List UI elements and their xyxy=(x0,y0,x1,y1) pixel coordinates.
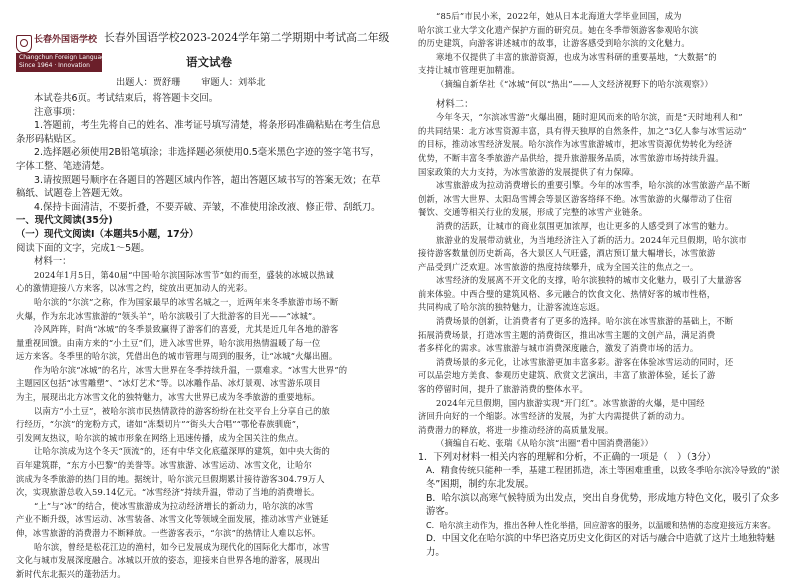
passage-line: 今年冬天，“尔滨冰雪游”火爆出圈，随时迎风而来的哈尔滨，而是“天时地利人和” xyxy=(436,112,743,123)
passage-line: 消费场景的创新，让消费者有了更多的选择。哈尔滨在冰雪旅游的基础上，不断 xyxy=(436,316,734,327)
passage-line: 哈尔滨，曾经是松花江边的渔村，如今已发展成为现代化的国际化大都市，冰雪 xyxy=(34,541,330,552)
section-heading: 一、现代文阅读(35分) xyxy=(16,215,113,227)
left-body xyxy=(16,92,382,581)
setter: 出题人：贾舒珊 xyxy=(116,77,181,88)
passage-line: 可以品尝地方美食、参观历史建筑、欣赏文艺演出，丰富了旅游体验，延长了游 xyxy=(418,370,716,381)
question-option: B．哈尔滨以高寒气候特质为出发点，突出自身优势，形成地方特色文化，吸引了众多 xyxy=(426,492,780,504)
material-label: 材料二： xyxy=(436,98,474,110)
instruction-line: 条形码粘贴区。 xyxy=(16,133,82,145)
instruction-line: 字体工整、笔迹清楚。 xyxy=(16,160,110,172)
instruction-line: 稿纸、试题卷上答题无效。 xyxy=(16,188,129,200)
passage-line: 济回升向好的一个缩影。冰雪经济的发展，为扩大内需提供了新的动力。 xyxy=(418,411,690,422)
passage-line: 冷风阵阵，时尚“冰城”的冬季景致赢得了游客们的喜爱，尤其是近几年各地的游客 xyxy=(34,324,339,335)
passage-line: 心的激情迎接八方来客，以冰雪之约，绽放出更加动人的光彩。 xyxy=(16,283,253,294)
passage-line: 文化与城市发展深度融合。冰城以开放的姿态，迎接来自世界各地的游客，展现出 xyxy=(16,555,321,566)
passage-line: 主题园区包括“冰雪雕塑”、“冰灯艺术”等。以冰雕作品、冰灯景观、冰雪游乐项目 xyxy=(16,378,321,389)
passage-line: 寒地不仅提供了丰富的旅游资源，也成为冰雪科研的重要基地，“大数据”的 xyxy=(436,51,717,62)
school-logo xyxy=(16,30,134,74)
passage-line: 拓展消费场景，打造冰雪主题的消费街区，推出冰雪主题的文创产品，满足消费 xyxy=(418,329,716,340)
passage-line: 火爆，作为东北冰雪旅游的“领头羊”，哈尔滨吸引了大批游客的目光——“冰城”。 xyxy=(16,310,321,321)
logo-school-name: 长春外国语学校 xyxy=(34,35,98,45)
passage-line: 产业不断升级，冰雪运动、冰雪装备、冰雪文化等领域全面发展，推动冰雪产业链延 xyxy=(16,514,329,525)
passage-line: 消费的活跃，让城市的商业氛围更加浓厚，也让更多的人感受到了冰雪的魅力。 xyxy=(436,220,734,231)
passage-line: 引发网友热议，哈尔滨的城市形象在网络上迅速传播，成为全国关注的焦点。 xyxy=(16,432,304,443)
logo-band-line: Since 1964 · Innovation xyxy=(19,62,90,69)
passage-line: 的目标，推动冰雪经济发展。哈尔滨作为冰雪旅游城市，把冰雪资源优势转化为经济 xyxy=(418,139,733,150)
passage-line: 哈尔滨的“尔滨”之称，作为国家最早的冰雪名城之一，近两年来冬季旅游市场不断 xyxy=(34,296,339,307)
question-option: A．精食传统只能种一季，基建工程团抓造，冻土等困难重重，以致冬季哈尔滨冷导致的“淤 xyxy=(426,465,780,476)
exam-subtitle: 语文试卷 xyxy=(186,55,232,69)
question-option: 力。 xyxy=(426,547,445,559)
passage-line: 冰雪旅游成为拉动消费增长的重要引擎。今年的冰雪季，哈尔滨的冰雪旅游产品不断 xyxy=(436,180,751,191)
passage-line: 者多样化的需求。冰雪旅游与城市消费深度融合，激发了消费市场的活力。 xyxy=(418,343,699,354)
passage-line: “上”与“冰”的结合，使冰雪旅游成为拉动经济增长的新动力，哈尔滨的冰雪 xyxy=(34,500,314,511)
passage-line: 国家政策的大力支持，为冰雪旅游的发展提供了有力保障。 xyxy=(418,166,639,177)
exam-title: 长春外国语学校2023-2024学年第二学期期中考试高二年级 xyxy=(104,31,390,44)
passage-line: 哈尔滨工业大学文化遗产保护方面的研究员。她在冬季带领游客参观哈尔滨 xyxy=(418,24,699,35)
question-1 xyxy=(418,451,780,560)
source-citation: （摘编自石屹、张瑞《从哈尔滨“出圈”看中国消费潜能》） xyxy=(436,438,654,449)
passage-line: 冰雪经济的发展离不开文化的支撑，哈尔滨独特的城市文化魅力，吸引了大量游客 xyxy=(436,275,742,286)
passage-line: 消费场景的多元化，让冰雪旅游更加丰富多彩。游客在体验冰雪运动的同时，还 xyxy=(436,356,734,367)
passage-line: 客的停留时间，提升了旅游消费的整体水平。 xyxy=(418,384,588,395)
exam-authors xyxy=(116,74,284,88)
passage-material-1-continued xyxy=(418,10,780,92)
passage-line: 共同构成了哈尔滨的独特魅力，让游客流连忘返。 xyxy=(418,302,605,313)
passage-line: 创新，冰雪大世界、太阳岛雪博会等景区游客络绎不绝。冰雪旅游的火爆带动了住宿 xyxy=(418,193,733,204)
passage-line: 接待游客数量创历史新高，各大景区人气旺盛，酒店预订量大幅增长，冰雪旅游 xyxy=(418,248,716,259)
school-crest-icon xyxy=(16,35,32,53)
passage-line: 2024年1月5日，第40届“中国·哈尔滨国际冰雪节”如约而至，盛装的冰城以热诚 xyxy=(34,269,334,280)
instruction-line: 2.选择题必须使用2B铅笔填涂；非选择题必须使用0.5毫米黑色字迹的签字笔书写， xyxy=(34,147,380,159)
passage-material-1 xyxy=(16,269,382,581)
instruction-line: 本试卷共6页。考试结束后，将答题卡交回。 xyxy=(34,93,219,104)
subsection-heading: （一）现代文阅读Ⅰ（本题共5小题，17分） xyxy=(16,228,199,240)
passage-line: 支持让城市管理更加精准。 xyxy=(418,65,520,76)
right-column xyxy=(418,10,780,560)
passage-line: 的历史建筑，向游客讲述城市的故事，让游客感受到哈尔滨的文化魅力。 xyxy=(418,38,690,49)
passage-line: 伸，冰雪旅游的消费潜力不断释放。一些游客表示，“尔滨”的热情让人难以忘怀。 xyxy=(16,528,321,538)
passage-line: 让哈尔滨成为这个冬天“顶流”的，还有中华文化底蕴深厚的建筑，如中央大街的 xyxy=(34,446,330,457)
logo-band-line: Changchun Foreign Languages School xyxy=(19,54,134,61)
passage-line: 以南方“小土豆”，被哈尔滨市民热情款待的游客纷纷在社交平台上分享自己的旅 xyxy=(34,405,330,416)
logo-band xyxy=(16,53,134,72)
passage-line: 量重视回馈。由南方来的“小土豆”们，进入冰雪世界，哈尔滨用热情温暖了每一位 xyxy=(16,337,321,348)
passage-line: 为主，展现出北方冰雪文化的独特魅力，冰雪大世界已成为冬季旅游的重要地标。 xyxy=(16,392,321,403)
passage-line: 前来体验。中西合璧的建筑风格、多元融合的饮食文化、热情好客的城市性格， xyxy=(418,288,716,299)
instruction-line: 1.答题前，考生先将自己的姓名、准考证号填写清楚，将条形码准确粘贴在考生信息 xyxy=(34,120,381,132)
instruction-line: 4.保持卡面清洁，不要折叠，不要弄破、弄皱，不准使用涂改液、修正带、刮纸刀。 xyxy=(34,201,381,213)
passage-line: 餐饮、交通等相关行业的发展，形成了完整的冰雪产业链条。 xyxy=(418,207,648,218)
question-option: C．哈尔滨主动作为，推出各种人性化举措，回应游客的服务，以温暖和热情的态度迎接远方来客。 xyxy=(426,520,776,530)
reviewer: 审题人：刘举北 xyxy=(201,77,266,88)
passage-line: 滨成为冬季旅游的热门目的地。据统计，哈尔滨元旦假期累计接待游客304.79万人 xyxy=(16,473,325,484)
question-option: D．中国文化在哈尔滨的中华巴洛克历史文化街区的对话与融合中造就了这片土地独特魅 xyxy=(426,533,775,544)
question-option: 游客。 xyxy=(426,506,455,518)
passage-line: 次，实现旅游总收入59.14亿元。“冰雪经济”持续升温，带动了当地的消费增长。 xyxy=(16,487,320,498)
passage-line: 旅游业的发展带动就业，为当地经济注入了新的活力。2024年元旦假期，哈尔滨市 xyxy=(436,234,747,245)
material-label: 材料一： xyxy=(34,256,72,268)
instruction-line: 3.请按照题号顺序在各题目的答题区域内作答，超出答题区域书写的答案无效；在草 xyxy=(34,174,381,186)
question-option: 冬”困期，制约东北发展。 xyxy=(426,479,534,491)
passage-line: “85后”市民小米，2022年，她从日本北海道大学毕业回国，成为 xyxy=(436,11,682,21)
passage-line: 产品受到广泛欢迎。冰雪旅游的热度持续攀升，成为全国关注的焦点之一。 xyxy=(418,261,699,272)
passage-line: 2024年元旦假期，国内旅游实现“开门红”。冰雪旅游的火爆，是中国经 xyxy=(436,397,705,408)
passage-line: 作为哈尔滨“冰城”的名片，冰雪大世界在冬季持续升温，一票难求。“冰雪大世界”的 xyxy=(34,364,348,375)
question-stem: 1．下列对材料一相关内容的理解和分析，不正确的一项是（ ）（3分） xyxy=(418,452,716,463)
passage-line: 百年建筑群，“东方小巴黎”的美誉等。冰雪旅游、冰雪运动、冰雪文化，让哈尔 xyxy=(16,460,312,471)
passage-line: 新时代东北振兴的蓬勃活力。 xyxy=(16,568,126,579)
instruction-line: 注意事项： xyxy=(34,106,81,118)
reading-prompt: 阅读下面的文字，完成1～5题。 xyxy=(16,242,150,254)
passage-line: 行经历，“尔滨”的宠粉方式，诸如“冻梨切片”“街头大合唱”“鄂伦春族驯鹿”， xyxy=(16,419,305,430)
passage-line: 优势，不断丰富冬季旅游产品供给，提升旅游服务品质，冰雪旅游市场持续升温。 xyxy=(418,152,724,163)
passage-material-2 xyxy=(418,111,780,451)
passage-line: 的共同结果：北方冰雪资源丰富，具有得天独厚的自然条件，加之“3亿人参与冰雪运动” xyxy=(418,125,747,136)
source-citation: （摘编自新华社《“冰城”何以“热出”——人文经济视野下的哈尔滨观察》） xyxy=(436,78,714,89)
passage-line: 远方来客。冬季里的哈尔滨，凭借出色的城市管理与周到的服务，让“冰城”火爆出圈。 xyxy=(16,351,338,362)
passage-line: 消费潜力的释放，将进一步推动经济的高质量发展。 xyxy=(418,424,614,435)
